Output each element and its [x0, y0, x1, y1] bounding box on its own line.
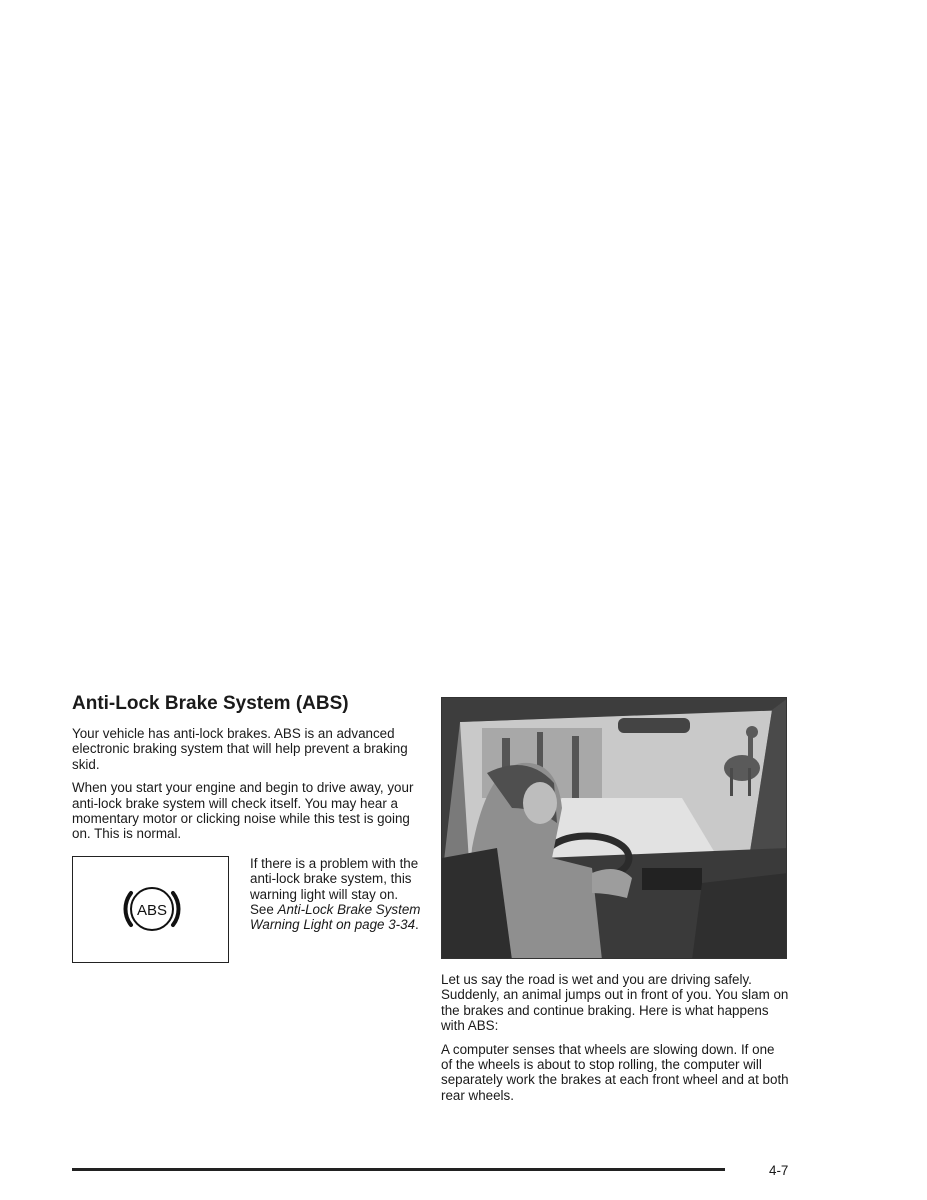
abs-note-text: If there is a problem with the anti-lock brake system, this warning light will stay on. See	[250, 855, 419, 918]
body-paragraph-2: When you start your engine and begin to drive away, your anti-lock brake system will check itself. You may hear a momentary motor or clicking noise while this test is going on. This is normal.	[72, 780, 414, 842]
abs-symbol-text: ABS	[136, 901, 168, 919]
abs-warning-light-icon	[73, 857, 230, 964]
abs-note-reference: Anti-Lock Brake System Warning Light on page 3-34	[250, 902, 421, 933]
illustration-paragraph-1: Let us say the road is wet and you are driving safely. Suddenly, an animal jumps out in front of you. You slam on the brakes and continue braking. Here is what happens with ABS:	[441, 972, 789, 1034]
left-column	[72, 692, 421, 968]
abs-warning-note	[250, 856, 425, 933]
driver-braking-illustration	[441, 697, 787, 959]
section-title: Anti-Lock Brake System (ABS)	[72, 693, 349, 714]
abs-warning-row	[72, 855, 421, 968]
body-paragraph-1: Your vehicle has anti-lock brakes. ABS is an advanced electronic braking system that will help prevent a braking skid.	[72, 726, 408, 772]
page-number: 4-7	[769, 1163, 789, 1178]
illustration-paragraph-2: A computer senses that wheels are slowing down. If one of the wheels is about to stop rolling, the computer will separately work the brakes at each front wheel and at both rear wheels.	[441, 1041, 789, 1103]
abs-note-end: .	[415, 917, 419, 933]
right-column	[441, 697, 789, 1111]
footer-rule	[72, 1168, 725, 1171]
abs-warning-light-box	[72, 856, 229, 963]
